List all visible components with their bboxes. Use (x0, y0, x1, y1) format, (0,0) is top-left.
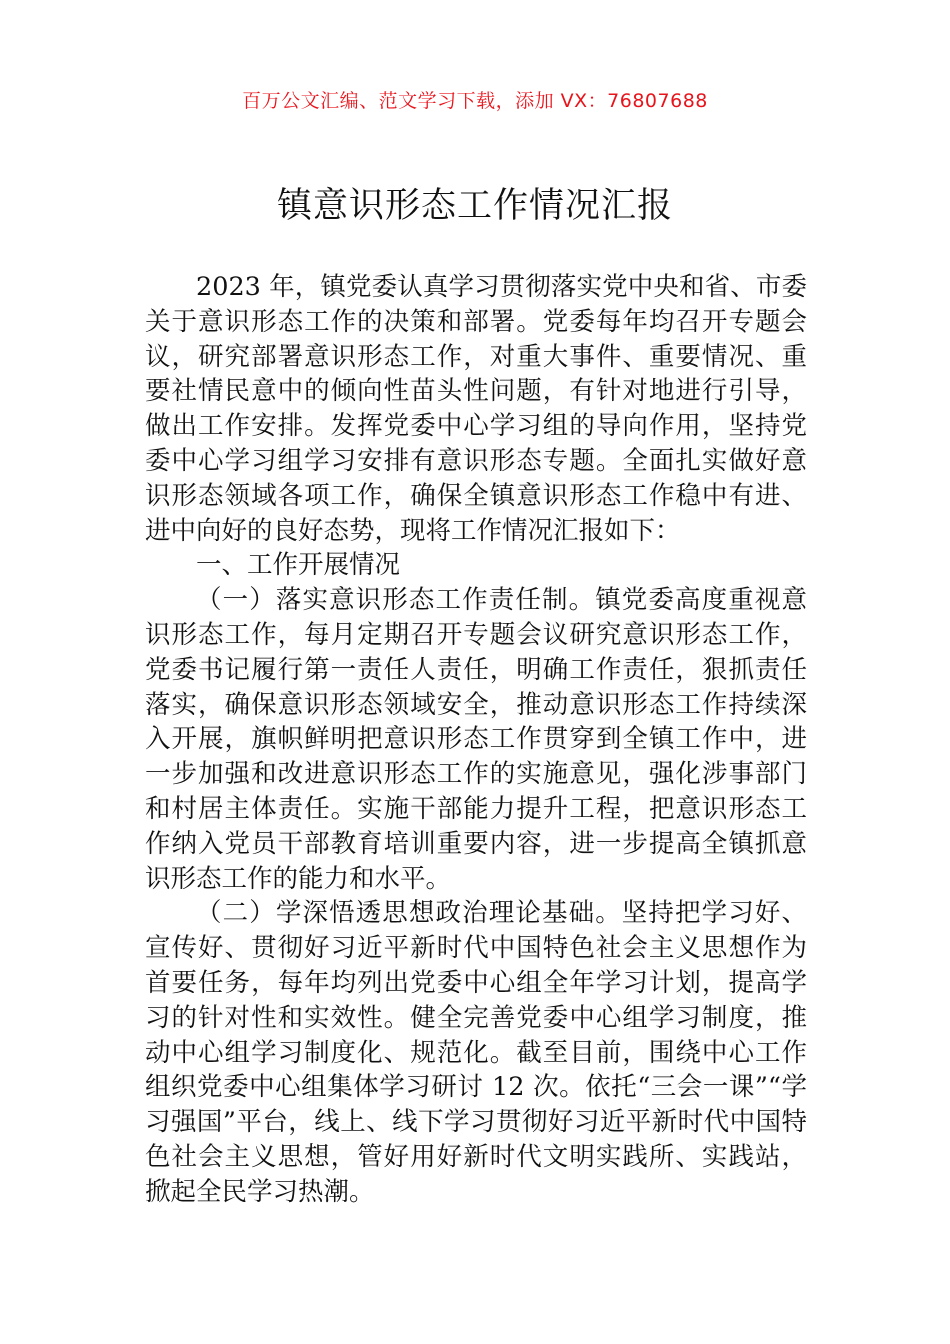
body-paragraph-responsibility: （一）落实意识形态工作责任制。镇党委高度重视意识形态工作，每月定期召开专题会议研究意识形态工作，党委书记履行第一责任人责任，明确工作责任，狠抓责任落实，确保意识形态领域安全，推动意识形态工作持续深入开展，旗帜鲜明把意识形态工作贯穿到全镇工作中，进一步加强和改进意识形态工作的实施意见，强化涉事部门和村居主体责任。实施干部能力提升工程，把意识形态工作纳入党员干部教育培训重要内容，进一步提高全镇抓意识形态工作的能力和水平。 (145, 585, 807, 894)
section-heading-work-progress: 一、工作开展情况 (196, 550, 401, 581)
body-paragraph-intro: 2023 年，镇党委认真学习贯彻落实党中央和省、市委关于意识形态工作的决策和部署。党委每年均召开专题会议，研究部署意识形态工作，对重大事件、重要情况、重要社情民意中的倾向性苗头性问题，有针对地进行引导，做出工作安排。发挥党委中心学习组的导向作用，坚持党委中心学习组学习安排有意识形态专题。全面扎实做好意识形态领域各项工作，确保全镇意识形态工作稳中有进、进中向好的良好态势，现将工作情况汇报如下： (145, 272, 807, 546)
document-title: 镇意识形态工作情况汇报 (276, 186, 673, 226)
header-note: 百万公文汇编、范文学习下载，添加 VX：76807688 (242, 90, 708, 112)
body-paragraph-theory-study: （二）学深悟透思想政治理论基础。坚持把学习好、宣传好、贯彻好习近平新时代中国特色社会主义思想作为首要任务，每年均列出党委中心组全年学习计划，提高学习的针对性和实效性。健全完善党委中心组学习制度，推动中心组学习制度化、规范化。截至目前，围绕中心工作组织党委中心组集体学习研讨 12 次。依托“三会一课”“学习强国”平台，线上、线下学习贯彻好习近平新时代中国特色社会主义思想，管好用好新时代文明实践所、实践站，掀起全民学习热潮。 (145, 898, 807, 1207)
document-body (145, 270, 807, 1210)
